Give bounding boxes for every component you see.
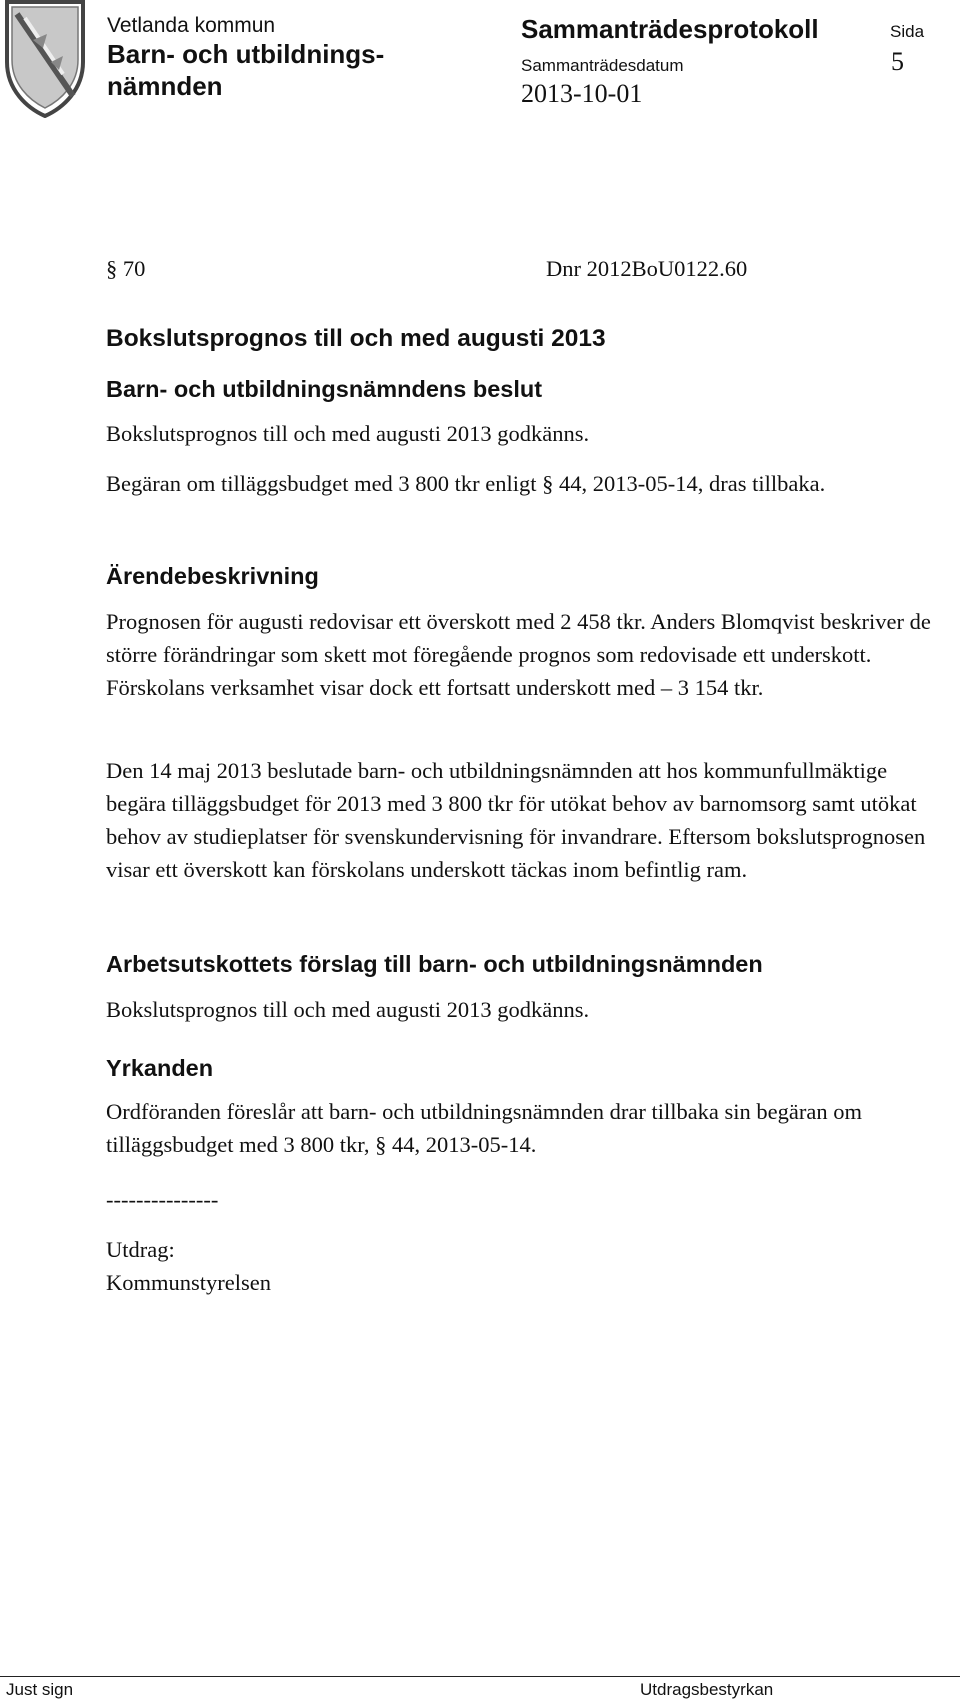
description-heading: Ärendebeskrivning <box>106 563 319 589</box>
signature-label: Just sign <box>6 1680 74 1699</box>
committee-proposal-heading: Arbetsutskottets förslag till barn- och utbildningsnämnden <box>106 951 763 977</box>
committee-proposal-text: Bokslutsprognos till och med augusti 2013 godkänns. <box>106 997 590 1022</box>
extract-label: Utdrag: <box>106 1237 175 1262</box>
section-reference <box>106 252 145 285</box>
separator: --------------- <box>106 1187 219 1212</box>
motions-heading: Yrkanden <box>106 1055 214 1081</box>
decision-text-1: Bokslutsprognos till och med augusti 2013 godkänns. <box>106 421 590 446</box>
page-number: 5 <box>891 47 904 76</box>
motions-text: Ordföranden föreslår att barn- och utbildningsnämnden drar tillbaka sin begäran om tilläggsbudget med 3 800 tkr, § 44, 2013-05-14. <box>106 1099 863 1157</box>
extract-recipient: Kommunstyrelsen <box>106 1270 271 1295</box>
decision-heading: Barn- och utbildningsnämndens beslut <box>106 376 543 402</box>
page-label: Sida <box>890 22 925 41</box>
document-type: Sammanträdesprotokoll <box>521 14 819 44</box>
municipality-name: Vetlanda kommun <box>107 14 276 37</box>
description-paragraph-2: Den 14 maj 2013 beslutade barn- och utbildningsnämnden att hos kommunfullmäktige begära tilläggsbudget för 2013 med 3 800 tkr för utökat behov av barnomsorg samt utökat behov av studieplatser för svenskundervisning för invandrare. Eftersom bokslutsprognosen visar ett överskott kan förskolans underskott täckas inom befintlig ram. <box>106 758 926 882</box>
description-paragraph-1: Prognosen för augusti redovisar ett överskott med 2 458 tkr. Anders Blomqvist beskriver de större förändringar som skett mot föregående prognos som redovisade ett underskott. Förskolans verksamhet visar dock ett fortsatt underskott med – 3 154 tkr. <box>106 609 931 700</box>
section-number: 70 <box>122 256 146 281</box>
decision-text-2: Begäran om tilläggsbudget med 3 800 tkr enligt § 44, 2013-05-14, dras tillbaka. <box>106 471 826 496</box>
section-symbol: § <box>106 256 118 281</box>
diary-number: Dnr 2012BoU0122.60 <box>546 256 748 281</box>
meeting-date-label: Sammanträdesdatum <box>521 56 684 75</box>
municipal-coat-of-arms-icon <box>3 0 87 118</box>
footer-divider <box>0 1676 960 1677</box>
case-title: Bokslutsprognos till och med augusti 2013 <box>106 325 606 352</box>
board-name: Barn- och utbildnings-nämnden <box>107 39 385 101</box>
certification-label: Utdragsbestyrkan <box>640 1680 774 1699</box>
meeting-date: 2013-10-01 <box>521 79 643 108</box>
